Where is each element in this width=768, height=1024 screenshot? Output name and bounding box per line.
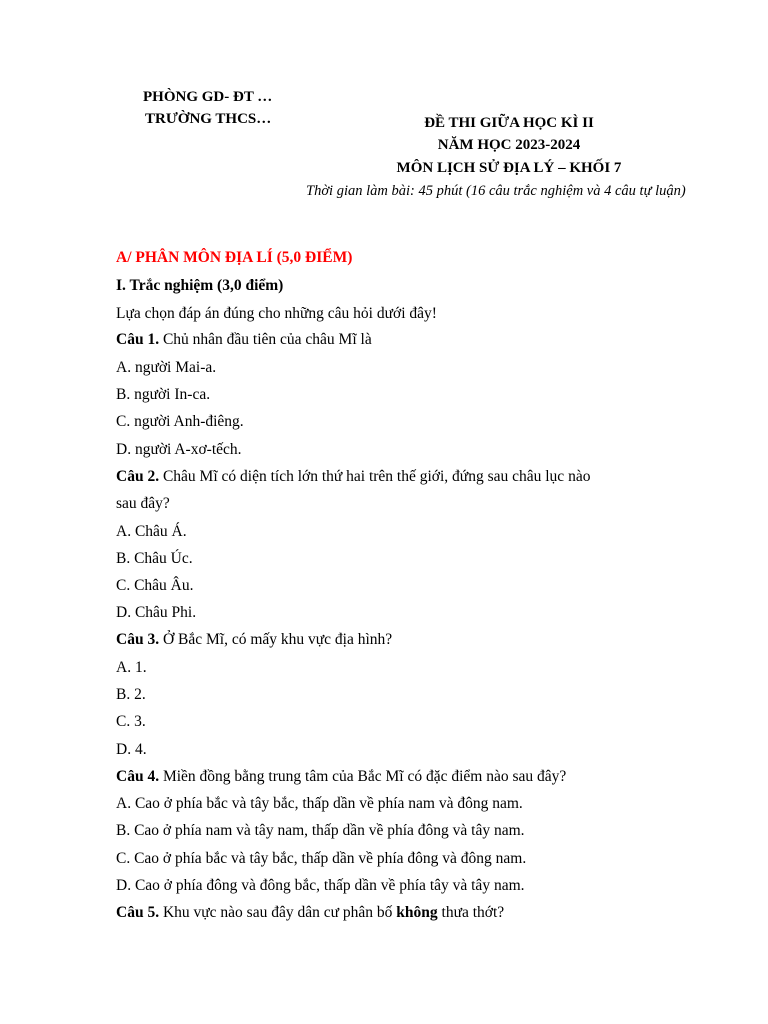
answer-option: B. 2. [116,686,146,703]
question-text-continuation: sau đây? [116,495,170,512]
question-text: Ở Bắc Mĩ, có mấy khu vực địa hình? [159,631,393,648]
answer-option: A. người Mai-a. [116,359,217,376]
question-emphasis: không [396,904,438,921]
school-name: TRƯỜNG THCS… [145,111,272,127]
exam-title: ĐỀ THI GIỮA HỌC KÌ II [424,115,594,131]
part-1-heading: I. Trắc nghiệm (3,0 điểm) [116,277,284,294]
time-note: Thời gian làm bài: 45 phút (16 câu trắc nghiệm và 4 câu tự luận) [306,183,686,199]
subject-line: MÔN LỊCH SỬ ĐỊA LÝ – KHỐI 7 [396,160,622,176]
question-2 [116,467,590,487]
question-1 [116,330,372,350]
question-text: Chủ nhân đầu tiên của châu Mĩ là [159,331,372,348]
answer-option: C. Cao ở phía bắc và tây bắc, thấp dần về phía đông và đông nam. [116,850,527,867]
answer-option: A. Cao ở phía bắc và tây bắc, thấp dần về phía nam và đông nam. [116,795,523,812]
question-label: Câu 2. [116,468,160,485]
answer-option: A. 1. [116,659,147,676]
answer-option: D. người A-xơ-tếch. [116,441,242,458]
question-text: Miền đồng bằng trung tâm của Bắc Mĩ có đặc điểm nào sau đây? [159,768,567,785]
answer-option: A. Châu Á. [116,523,187,540]
question-label: Câu 4. [116,768,160,785]
answer-option: D. Cao ở phía đông và đông bắc, thấp dần về phía tây và tây nam. [116,877,525,894]
instruction: Lựa chọn đáp án đúng cho những câu hỏi dưới đây! [116,305,437,322]
answer-option: C. Châu Âu. [116,577,194,594]
question-label: Câu 3. [116,631,160,648]
answer-option: D. Châu Phi. [116,604,197,621]
answer-option: B. Châu Úc. [116,550,193,567]
question-3 [116,630,392,650]
question-text-end: thưa thớt? [437,904,505,921]
answer-option: B. người In-ca. [116,386,211,403]
answer-option: C. 3. [116,713,146,730]
question-4 [116,767,566,787]
answer-option: C. người Anh-điêng. [116,413,244,430]
question-label: Câu 5. [116,904,160,921]
question-5 [116,903,504,923]
department-name: PHÒNG GD- ĐT … [143,89,273,105]
school-year: NĂM HỌC 2023-2024 [437,137,581,153]
question-label: Câu 1. [116,331,160,348]
answer-option: B. Cao ở phía nam và tây nam, thấp dần về phía đông và tây nam. [116,822,525,839]
section-a-heading: A/ PHÂN MÔN ĐỊA LÍ (5,0 ĐIỂM) [116,249,353,266]
question-text: Châu Mĩ có diện tích lớn thứ hai trên thế giới, đứng sau châu lục nào [159,468,591,485]
question-text: Khu vực nào sau đây dân cư phân bố [159,904,397,921]
answer-option: D. 4. [116,741,147,758]
